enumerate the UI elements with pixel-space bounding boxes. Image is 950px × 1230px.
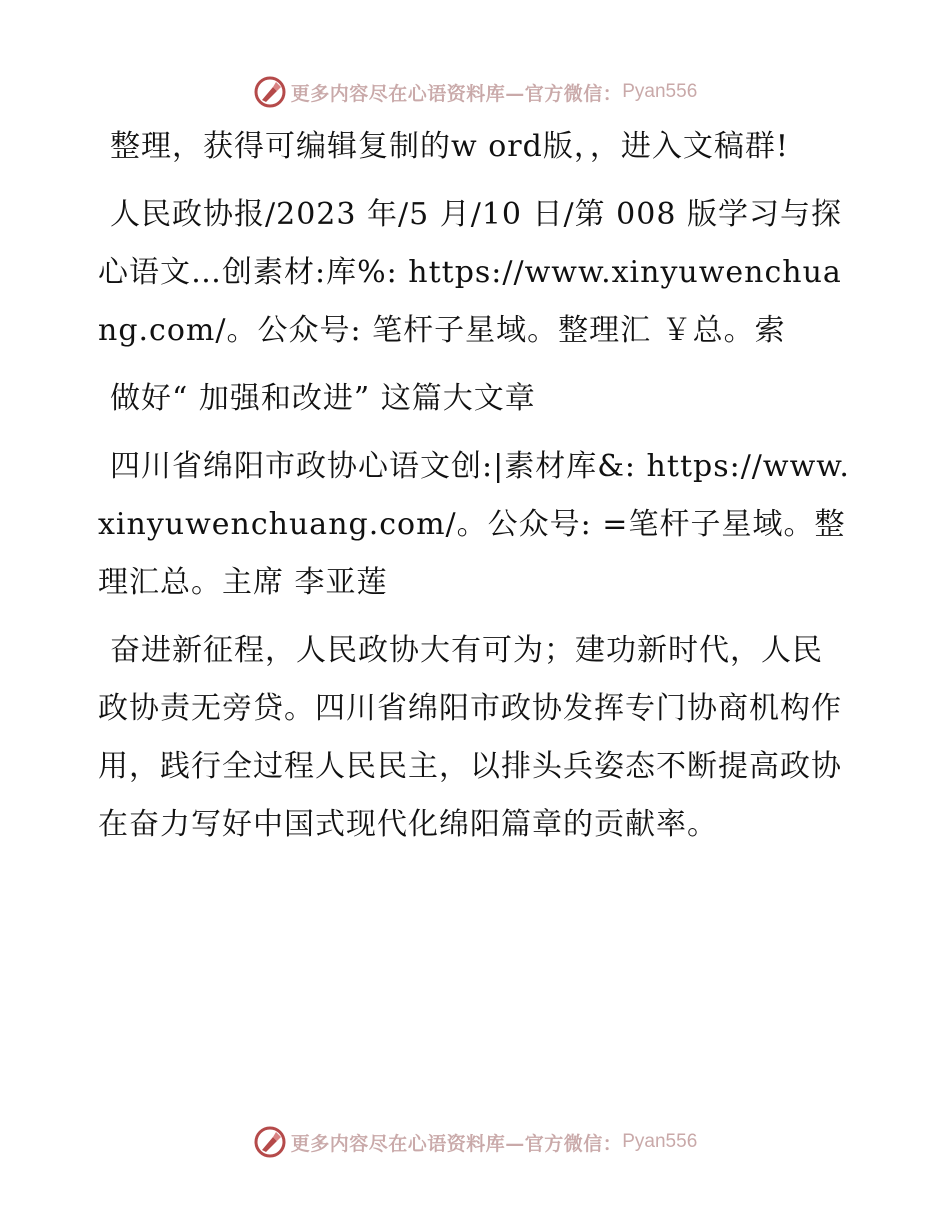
pen-nib-circle-icon [253, 1125, 287, 1159]
paragraph-author: 四川省绵阳市政协心语文创:|素材库&: https://www.xinyuwenchuang.com/。公众号: =笔杆子星域。整理汇总。主席 李亚莲 [98, 449, 850, 600]
paragraph-source: 人民政协报/2023 年/5 月/10 日/第 008 版学习与探心语文…创素材:库%: https://www.xinyuwenchuang.com/。公众号: 笔杆子星域。整理汇 ￥总。索 [98, 197, 842, 348]
paragraph-intro: 整理，获得可编辑复制的w ord版，，进入文稿群! [110, 129, 789, 164]
paragraph-body: 奋进新征程，人民政协大有可为；建功新时代，人民政协责无旁贷。四川省绵阳市政协发挥专门协商机构作用，践行全过程人民民主，以排头兵姿态不断提高政协在奋力写好中国式现代化绵阳篇章的贡献率。 [98, 633, 842, 842]
banner-wechat-id: Pyan556 [622, 81, 698, 102]
article-title: 做好“ 加强和改进” 这篇大文章 [110, 381, 536, 416]
banner-text: 更多内容尽在心语资料库—官方微信： [290, 1132, 623, 1155]
banner-text: 更多内容尽在心语资料库—官方微信： [290, 82, 623, 105]
document-body [98, 118, 853, 864]
banner-wechat-id: Pyan556 [622, 1131, 698, 1152]
header-watermark-banner [0, 72, 950, 112]
pen-nib-circle-icon [253, 75, 287, 109]
footer-watermark-banner [0, 1122, 950, 1162]
